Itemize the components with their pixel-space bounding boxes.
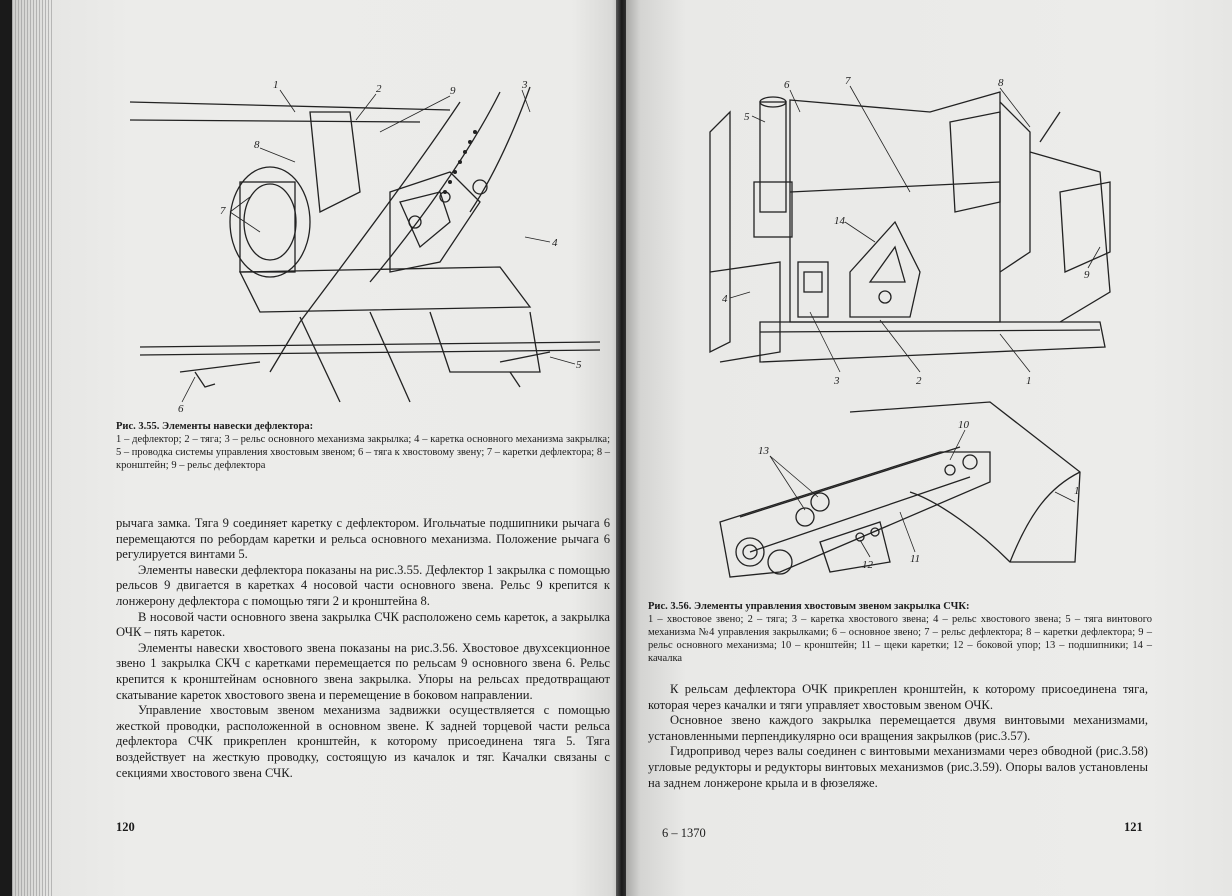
- signature-mark: 6 – 1370: [662, 826, 706, 840]
- fig-label: 6: [784, 79, 790, 91]
- fig-label: 14: [834, 215, 845, 227]
- fig-label: 2: [916, 375, 922, 387]
- fig-label: 1: [1074, 485, 1080, 497]
- paragraph: рычага замка. Тяга 9 соединяет каретку с дефлектором. Игольчатые подшипники рычага 6 перемещаются по ребордам каретки и рельса основного механизма. Положение рычага 6 регулируется винтами 5.: [116, 516, 610, 562]
- fig-label: 4: [552, 237, 558, 249]
- fig-label: 13: [758, 445, 769, 457]
- fig-label: 6: [178, 403, 184, 415]
- fig-label: 10: [958, 419, 969, 431]
- body-text: [648, 682, 1148, 791]
- figure-3-55-deflector-mount: [120, 72, 610, 417]
- paragraph: К рельсам дефлектора ОЧК прикреплен кронштейн, к которому присоединена тяга, которая через качалки и тяги управляет хвостовым звеном ОЧК.: [648, 682, 1148, 712]
- paragraph: Элементы навески дефлектора показаны на рис.3.55. Дефлектор 1 закрылка с помощью рельсов 9 двигается в каретках 4 носовой части основного звена. Рельс 9 крепится к лонжерону дефлектора с помощью тяги 2 и кронштейна 8.: [116, 562, 610, 608]
- fig-label: 5: [576, 359, 582, 371]
- fig-label: 8: [998, 77, 1004, 89]
- paragraph: Гидропривод через валы соединен с винтовыми механизмами через обводной (рис.3.58) угловые редукторы и редукторы винтовых механизмов (рис.3.59). Опоры валов установлены на заднем лонжероне крыла и в фюзеляже.: [648, 744, 1148, 790]
- left-page: [12, 0, 620, 896]
- page-number: 120: [116, 820, 135, 834]
- figure-3-56-tail-control: [700, 72, 1120, 390]
- fig-label: 2: [376, 83, 382, 95]
- caption-title: Рис. 3.55. Элементы навески дефлектора:: [116, 421, 314, 432]
- fig-label: 11: [910, 553, 921, 565]
- fig-label: 4: [722, 293, 728, 305]
- page-number: 121: [1124, 820, 1143, 834]
- fig-label: 7: [220, 205, 226, 217]
- fig-label: 1: [1026, 375, 1032, 387]
- paragraph: В носовой части основного звена закрылка СЧК расположено семь кареток, а закрылка ОЧК – пять кареток.: [116, 609, 610, 640]
- page-edge-lines: [12, 0, 52, 896]
- fig-label: 3: [834, 375, 840, 387]
- fig-label: 1: [273, 79, 279, 91]
- paragraph: Управление хвостовым звеном механизма задвижки осуществляется с помощью жесткой проводки, расположенной в основном звене. К задней торцевой части рельса дефлектора СЧК прикреплен кронштейн, к которому присоединена тяга 5. Тяга воздействует на жесткую проводку, состоящую из качалок и тяг. Качалки связаны с секциями хвостового звена СЧК.: [116, 703, 610, 780]
- caption-legend: 1 – хвостовое звено; 2 – тяга; 3 – каретка хвостового звена; 4 – рельс хвостового звена; 5 – тяга винтового механизма №4 управления закрылками; 6 – основное звено; 7 – рельс дефлектора; 8 – каретки дефлектора; 9 – рельс основного механизма; 10 – кронштейн; 11 – щеки каретки; 12 – боковой упор; 13 – подшипники; 14 – качалка: [648, 614, 1152, 664]
- body-text: [116, 516, 610, 781]
- caption-title: Рис. 3.56. Элементы управления хвостовым звеном закрылка СЧК:: [648, 601, 970, 612]
- paragraph: Элементы навески хвостового звена показаны на рис.3.56. Хвостовое двухсекционное звено 1 закрылка СКЧ с каретками перемещается по рельсам 9 основного звена 6. Рельс крепится к кронштейнам основного звена закрылка. Упоры на рельсах предотвращают скатывание кареток хвостового звена и перемещение в боковом направлении.: [116, 640, 610, 702]
- figure-3-56-carriage: [710, 392, 1090, 592]
- fig-label: 12: [862, 559, 873, 571]
- fig-label: 3: [522, 79, 528, 91]
- fig-label: 9: [450, 85, 456, 97]
- fig-label: 5: [744, 111, 750, 123]
- fig-label: 9: [1084, 269, 1090, 281]
- caption-legend: 1 – дефлектор; 2 – тяга; 3 – рельс основного механизма закрылка; 4 – каретка основного механизма закрылка; 5 – проводка системы управления хвостовым звеном; 6 – тяга к хвостовому звену; 7 – каретки дефлектора; 8 – кронштейн; 9 – рельс дефлектора: [116, 434, 610, 471]
- figure-caption: [116, 420, 610, 472]
- fig-label: 7: [845, 75, 851, 87]
- fig-label: 8: [254, 139, 260, 151]
- figure-caption: [648, 600, 1152, 665]
- paragraph: Основное звено каждого закрылка перемещается двумя винтовыми механизмами, установленными перпендикулярно оси вращения закрылков (рис.3.57).: [648, 713, 1148, 743]
- right-page: [626, 0, 1232, 896]
